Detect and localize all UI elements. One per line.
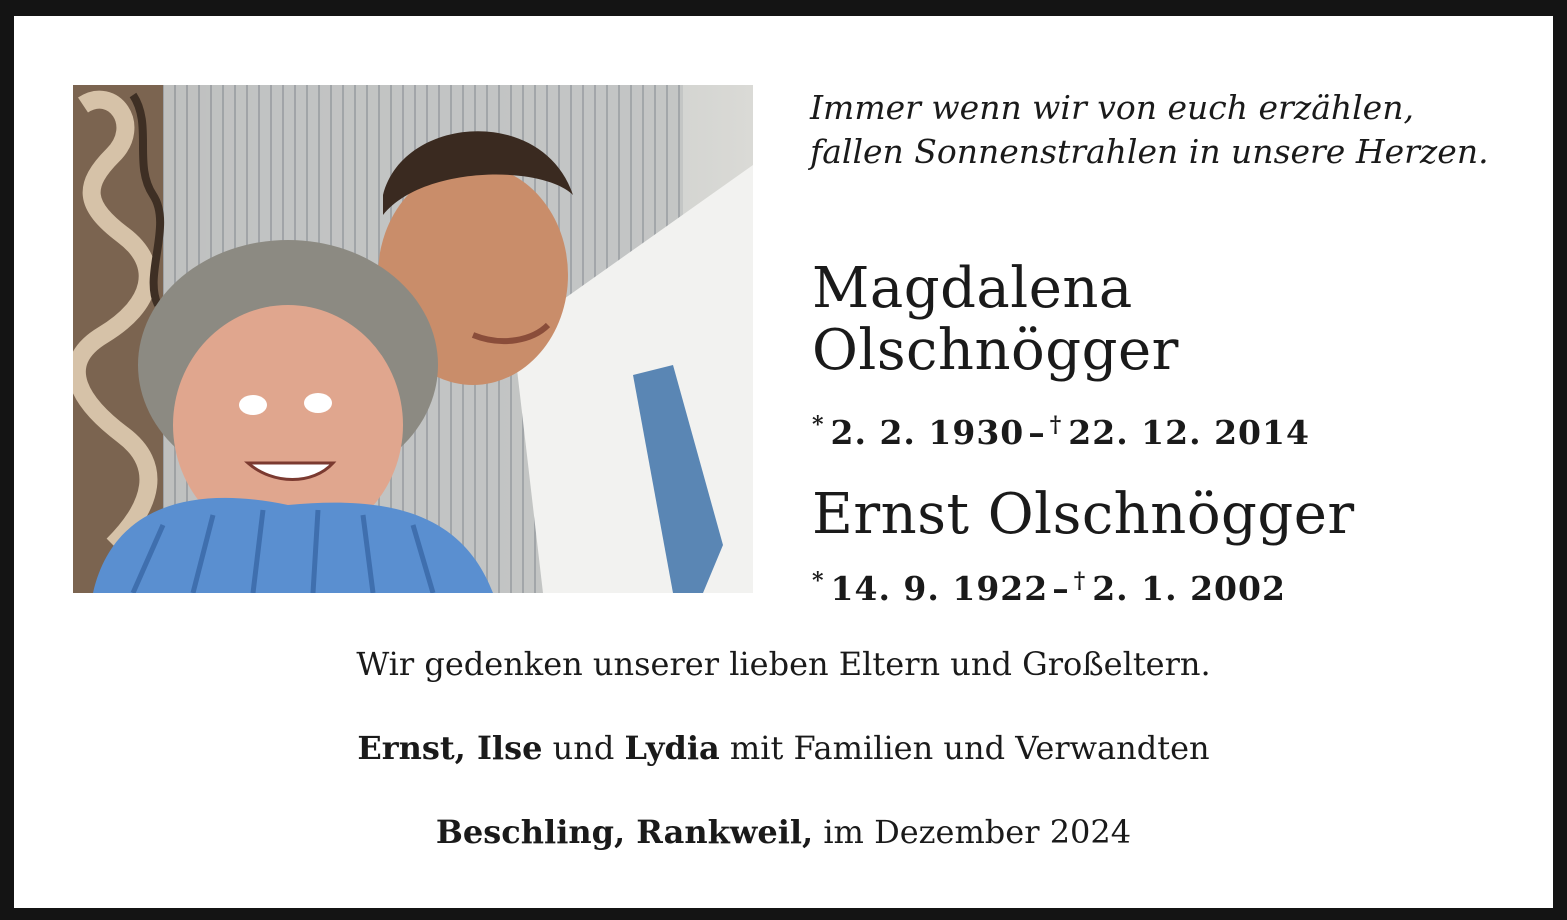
- mourners-und: und: [542, 729, 625, 767]
- person2-birth-date: 14. 9. 1922: [830, 569, 1049, 608]
- person1-name: [812, 258, 1179, 382]
- mourners-line: [0, 728, 1567, 768]
- person1-dates: [812, 405, 1310, 453]
- mourners-rest: mit Familien und Verwandten: [719, 729, 1210, 767]
- couple-photo: [73, 85, 753, 593]
- person1-birth-date: 2. 2. 1930: [830, 413, 1025, 452]
- date-dash: –: [1028, 413, 1046, 452]
- mourners-names-b: Lydia: [624, 729, 720, 767]
- memorial-quote: [810, 86, 1530, 174]
- quote-line-2: fallen Sonnenstrahlen in unsere Herzen.: [810, 132, 1489, 171]
- death-cross-icon: †: [1073, 568, 1087, 594]
- person1-first-name: Magdalena: [812, 256, 1133, 321]
- mourners-names-a: Ernst, Ilse: [357, 729, 543, 767]
- birth-star-icon: *: [812, 568, 825, 594]
- person2-name: Ernst Olschnögger: [812, 482, 1355, 547]
- person2-death-date: 2. 1. 2002: [1092, 569, 1286, 608]
- remembrance-text: Wir gedenken unserer lieben Eltern und Großeltern.: [356, 645, 1211, 683]
- place-date-line: [0, 812, 1567, 852]
- quote-line-1: Immer wenn wir von euch erzählen,: [810, 88, 1414, 127]
- death-cross-icon: †: [1049, 412, 1063, 438]
- person1-death-date: 22. 12. 2014: [1068, 413, 1310, 452]
- place: Beschling, Rankweil,: [435, 813, 814, 851]
- date: im Dezember 2024: [813, 813, 1132, 851]
- birth-star-icon: *: [812, 412, 825, 438]
- date-dash: –: [1052, 569, 1070, 608]
- person1-last-name: Olschnögger: [812, 318, 1179, 383]
- person2-dates: [812, 561, 1286, 609]
